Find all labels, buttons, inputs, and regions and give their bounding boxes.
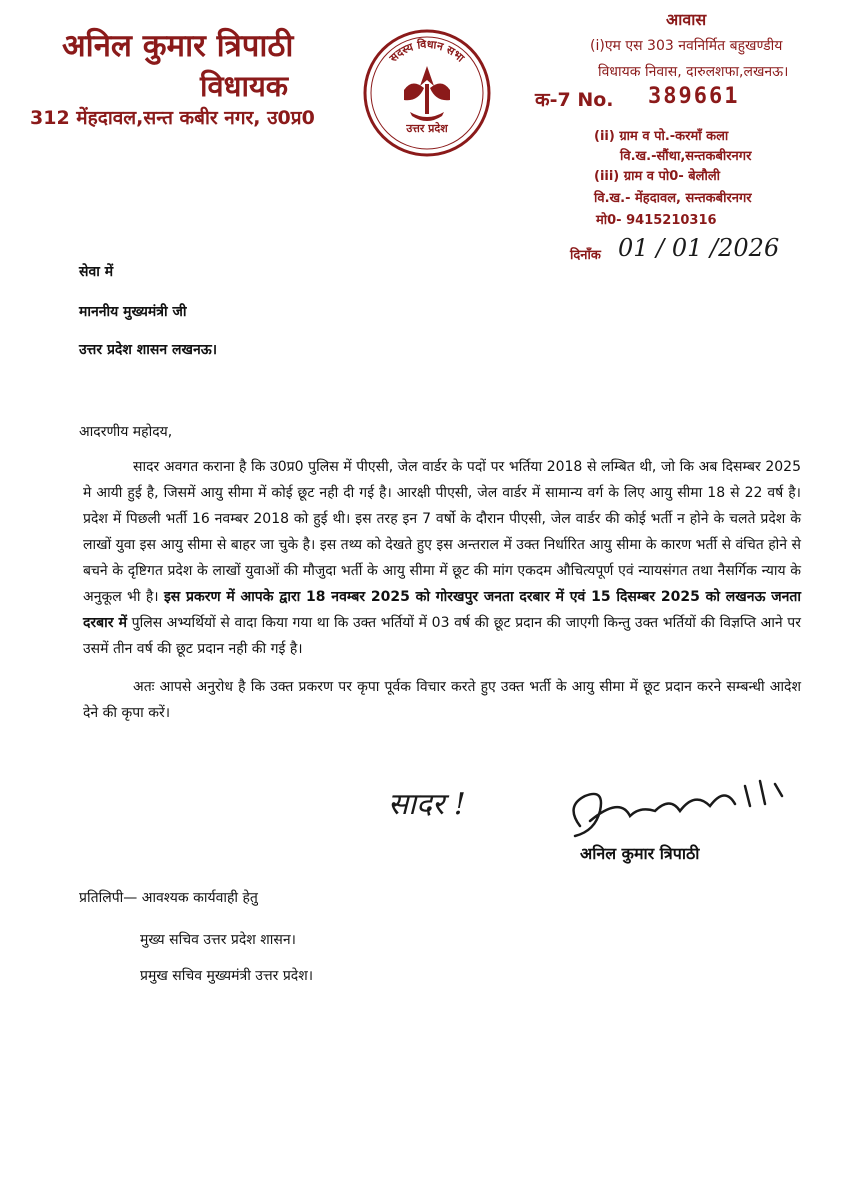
body-paragraph-1: [83, 454, 801, 662]
letterhead-name: अनिल कुमार त्रिपाठी: [62, 28, 294, 64]
svg-text:सदस्य विधान सभा: [386, 37, 467, 66]
residence-line-5: (iii) ग्राम व पो0- बेलौली: [594, 169, 721, 184]
salutation: आदरणीय महोदय,: [79, 424, 173, 440]
handwritten-note: सादर !: [388, 787, 466, 822]
body-paragraph-2: अतः आपसे अनुरोध है कि उक्त प्रकरण पर कृपा पूर्वक विचार करते हुए उक्त भर्ती के आयु सीमा में छूट प्रदान करने सम्बन्धी आदेश देने की कृपा करें।: [83, 679, 801, 721]
para1-bold-text: इस प्रकरण में आपके द्वारा 18 नवम्बर 2025 को गोरखपुर जनता दरबार में एवं 15 दिसम्बर 2025 को लखनऊ जनता दरबार में: [83, 589, 801, 631]
para1-text: सादर अवगत कराना है कि उ0प्र0 पुलिस में पीएसी, जेल वार्डर के पदों पर भर्तिया 2018 से लम्बित थी, जो कि अब दिसम्बर 2025 मे आयी हुई है, जिसमें आयु सीमा में कोई छूट नही दी गई है। आरक्षी पीएसी, जेल वार्डर में सामान्य वर्ग के लिए आयु सीमा 18 से 22 वर्ष है। प्रदेश में पिछली भर्ती 16 नवम्बर 2018 को हुई थी। इस तरह इन 7 वर्षो के दौरान पीएसी, जेल वार्डर की कोई भर्ती न होने के चलते प्रदेश के लाखों युवा इस आयु सीमा से बाहर जा चुके है। इस तथ्य को देखते हुए इस अन्तराल में उक्त निर्धारित आयु सीमा के कारण भर्ती से वंचित होने से बचने के दृष्टिगत प्रदेश के लाखों युवाओं की मौजुदा भर्ती के आयु सीमा में छूट की मांग एकदम औचित्यपूर्ण एवं न्यायसंगत तथा नैसर्गिक न्याय के अनुकूल भी है।: [83, 459, 801, 605]
reference-number: 389661: [648, 84, 740, 109]
date-label: दिनाँक: [570, 248, 601, 263]
copy-recipient-1: मुख्य सचिव उत्तर प्रदेश शासन।: [140, 932, 296, 948]
letterhead-address: 312 मेंहदावल,सन्त कबीर नगर, उ0प्र0: [30, 107, 315, 129]
seal-bottom-text: उत्तर प्रदेश: [406, 122, 448, 135]
seal-top-text: सदस्य विधान सभा: [386, 37, 467, 65]
signature-scribble: [560, 766, 800, 846]
residence-heading: आवास: [666, 10, 707, 29]
addressee-line-2: माननीय मुख्यमंत्री जी: [79, 304, 187, 320]
addressee-line-3: उत्तर प्रदेश शासन लखनऊ।: [79, 342, 218, 358]
reference-label: क-7 No.: [535, 89, 614, 111]
letter-body: [83, 454, 801, 738]
assembly-seal: [362, 28, 492, 158]
residence-line-3: (ii) ग्राम व पो.-करमाँ कला: [594, 129, 729, 144]
date-value: 01 / 01 /2026: [618, 234, 780, 262]
residence-line-4: वि.ख.-सौंथा,सन्तकबीरनगर: [620, 149, 752, 164]
signatory-name: अनिल कुमार त्रिपाठी: [580, 844, 700, 863]
residence-line-6: वि.ख.- मेंहदावल, सन्तकबीरनगर: [594, 191, 752, 206]
copy-label: प्रतिलिपी— आवश्यक कार्यवाही हेतु: [79, 890, 258, 906]
addressee-line-1: सेवा में: [79, 264, 114, 280]
emblem-icon: [404, 66, 450, 121]
mobile-number: मो0- 9415210316: [596, 213, 717, 228]
letterhead-designation: विधायक: [200, 69, 289, 103]
residence-line-2: विधायक निवास, दारुलशफा,लखनऊ।: [598, 64, 789, 80]
copy-recipient-2: प्रमुख सचिव मुख्यमंत्री उत्तर प्रदेश।: [140, 968, 314, 984]
residence-line-1: (i)एम एस 303 नवनिर्मित बहुखण्डीय: [590, 38, 783, 54]
para1-tail-text: पुलिस अभ्यर्थियों से वादा किया गया था कि उक्त भर्तियों में 03 वर्ष की छूट प्रदान की जाएगी किन्तु उक्त भर्तियों की विज्ञप्ति आने पर उसमें तीन वर्ष की छूट प्रदान नही की गई है।: [83, 615, 801, 657]
